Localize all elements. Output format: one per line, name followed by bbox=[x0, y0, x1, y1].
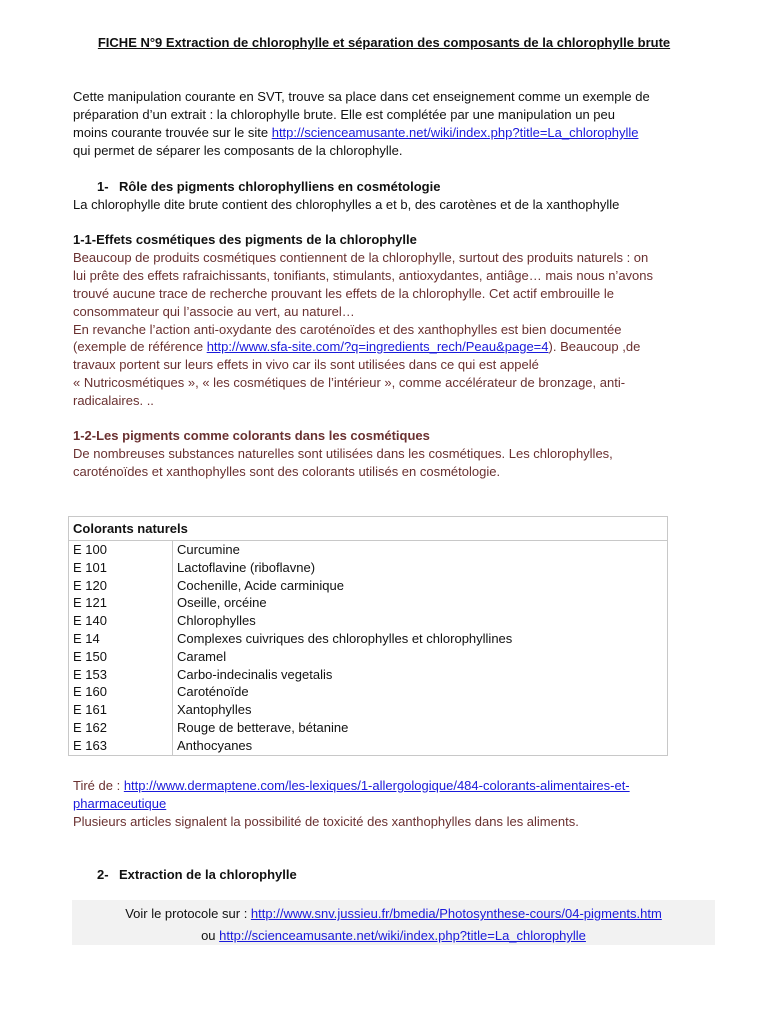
paragraph-line: consommateur qui l’associe au vert, au naturel… bbox=[73, 304, 355, 319]
table-row bbox=[69, 737, 668, 755]
table-row bbox=[69, 648, 668, 666]
table-row bbox=[69, 666, 668, 684]
section-title: Extraction de la chlorophylle bbox=[119, 867, 297, 882]
colorant-name: Cochenille, Acide carminique bbox=[177, 577, 344, 593]
table-row bbox=[69, 683, 668, 701]
page-title: FICHE N°9 Extraction de chlorophylle et séparation des composants de la chlorophylle brute bbox=[97, 35, 671, 50]
jussieu-link[interactable]: http://www.snv.jussieu.fr/bmedia/Photosynthese-cours/04-pigments.htm bbox=[250, 906, 662, 921]
colorant-name: Caramel bbox=[177, 648, 227, 664]
sfa-site-link[interactable]: http://www.sfa-site.com/?q=ingredients_rech/Peau&page=4 bbox=[206, 339, 549, 354]
scienceamusante-link-2[interactable]: http://scienceamusante.net/wiki/index.php?title=La_chlorophylle bbox=[219, 928, 586, 943]
ref-text: (exemple de référence bbox=[73, 339, 207, 354]
paragraph-line: De nombreuses substances naturelles sont utilisées dans les cosmétiques. Les chlorophylles, bbox=[73, 446, 613, 461]
section-1-heading bbox=[97, 178, 440, 196]
intro-line: qui permet de séparer les composants de la chlorophylle. bbox=[73, 143, 403, 158]
section-2-heading bbox=[97, 866, 297, 884]
colorant-code: E 120 bbox=[69, 577, 173, 595]
paragraph-line: caroténoïdes et xanthophylles sont des colorants utilisés en cosmétologie. bbox=[73, 464, 501, 479]
colorant-code: E 101 bbox=[69, 559, 173, 577]
protocol-prefix: Voir le protocole sur : bbox=[125, 906, 251, 921]
table-body bbox=[69, 541, 668, 756]
scienceamusante-link[interactable]: http://scienceamusante.net/wiki/index.php?title=La_chlorophylle bbox=[271, 125, 639, 140]
protocol-line bbox=[72, 927, 715, 945]
table-row bbox=[69, 594, 668, 612]
colorant-name: Complexes cuivriques des chlorophylles et chlorophyllines bbox=[177, 630, 513, 646]
table-row bbox=[69, 577, 668, 595]
colorant-code: E 121 bbox=[69, 594, 173, 612]
section-1-text: La chlorophylle dite brute contient des chlorophylles a et b, des carotènes et de la xanthophylle bbox=[73, 197, 620, 212]
colorant-name: Curcumine bbox=[177, 542, 240, 557]
paragraph-line: travaux portent sur leurs effets in vivo car ils sont utilisées dans ce qui est appelé bbox=[73, 357, 539, 372]
protocol-box bbox=[72, 900, 715, 945]
colorant-code: E 162 bbox=[69, 719, 173, 737]
table-row bbox=[69, 541, 668, 559]
colorant-name: Rouge de betterave, bétanine bbox=[177, 719, 349, 735]
colorant-code: E 161 bbox=[69, 701, 173, 719]
table-row bbox=[69, 630, 668, 648]
paragraph-line: « Nutricosmétiques », « les cosmétiques de l’intérieur », comme accélérateur de bronzage, anti- bbox=[73, 375, 626, 390]
section-number: 2- bbox=[97, 867, 109, 882]
colorant-name: Anthocyanes bbox=[177, 737, 253, 753]
ref-text: ). Beaucoup ,de bbox=[548, 339, 641, 354]
source-line bbox=[73, 795, 166, 813]
table-row bbox=[69, 559, 668, 577]
dermaptene-link-continued[interactable]: pharmaceutique bbox=[73, 796, 167, 811]
colorant-code: E 140 bbox=[69, 612, 173, 630]
colorant-name: Carbo-indecinalis vegetalis bbox=[177, 666, 333, 682]
source-prefix: Tiré de : bbox=[73, 778, 124, 793]
colorant-code: E 153 bbox=[69, 666, 173, 684]
paragraph-line: radicalaires. .. bbox=[73, 393, 154, 408]
paragraph-line bbox=[73, 338, 640, 356]
paragraph-line: lui prête des effets rafraichissants, tonifiants, stimulants, antioxydantes, antiâge… mais nous n’avons bbox=[73, 268, 654, 283]
colorants-table bbox=[68, 516, 668, 756]
table-header: Colorants naturels bbox=[69, 517, 668, 541]
paragraph-line: Beaucoup de produits cosmétiques contiennent de la chlorophylle, surtout des produits naturels : on bbox=[73, 250, 649, 265]
colorant-code: E 163 bbox=[69, 737, 173, 755]
intro-line: préparation d’un extrait : la chlorophylle brute. Elle est complétée par une manipulation un peu bbox=[73, 107, 616, 122]
section-title: Rôle des pigments chlorophylliens en cosmétologie bbox=[119, 179, 441, 194]
section-number: 1- bbox=[97, 179, 109, 194]
table-row bbox=[69, 701, 668, 719]
protocol-line bbox=[72, 905, 715, 923]
table-row bbox=[69, 612, 668, 630]
table-row bbox=[69, 719, 668, 737]
section-1-1-heading: 1-1-Effets cosmétiques des pigments de la chlorophylle bbox=[73, 232, 417, 247]
intro-text: moins courante trouvée sur le site bbox=[73, 125, 272, 140]
paragraph-line: trouvé aucune trace de recherche prouvant les effets de la chlorophylle. Cet actif embrouille le bbox=[73, 286, 615, 301]
colorant-name: Xantophylles bbox=[177, 702, 252, 718]
source-line bbox=[73, 777, 630, 795]
colorant-code: E 100 bbox=[69, 541, 173, 559]
toxicity-note: Plusieurs articles signalent la possibilité de toxicité des xanthophylles dans les aliments. bbox=[73, 814, 579, 829]
colorant-name: Oseille, orcéine bbox=[177, 595, 267, 611]
colorant-name: Chlorophylles bbox=[177, 613, 256, 629]
protocol-or: ou bbox=[201, 928, 220, 943]
intro-line: Cette manipulation courante en SVT, trouve sa place dans cet enseignement comme un exemple de bbox=[73, 89, 650, 104]
colorant-code: E 14 bbox=[69, 630, 173, 648]
colorant-code: E 150 bbox=[69, 648, 173, 666]
colorant-code: E 160 bbox=[69, 683, 173, 701]
section-1-2-heading: 1-2-Les pigments comme colorants dans les cosmétiques bbox=[73, 428, 430, 443]
dermaptene-link[interactable]: http://www.dermaptene.com/les-lexiques/1-allergologique/484-colorants-alimentaires-et- bbox=[123, 778, 630, 793]
intro-line bbox=[73, 124, 638, 142]
paragraph-line: En revanche l’action anti-oxydante des caroténoïdes et des xanthophylles est bien documentée bbox=[73, 322, 622, 337]
colorant-name: Lactoflavine (riboflavne) bbox=[177, 559, 316, 575]
colorant-name: Caroténoïde bbox=[177, 684, 249, 700]
